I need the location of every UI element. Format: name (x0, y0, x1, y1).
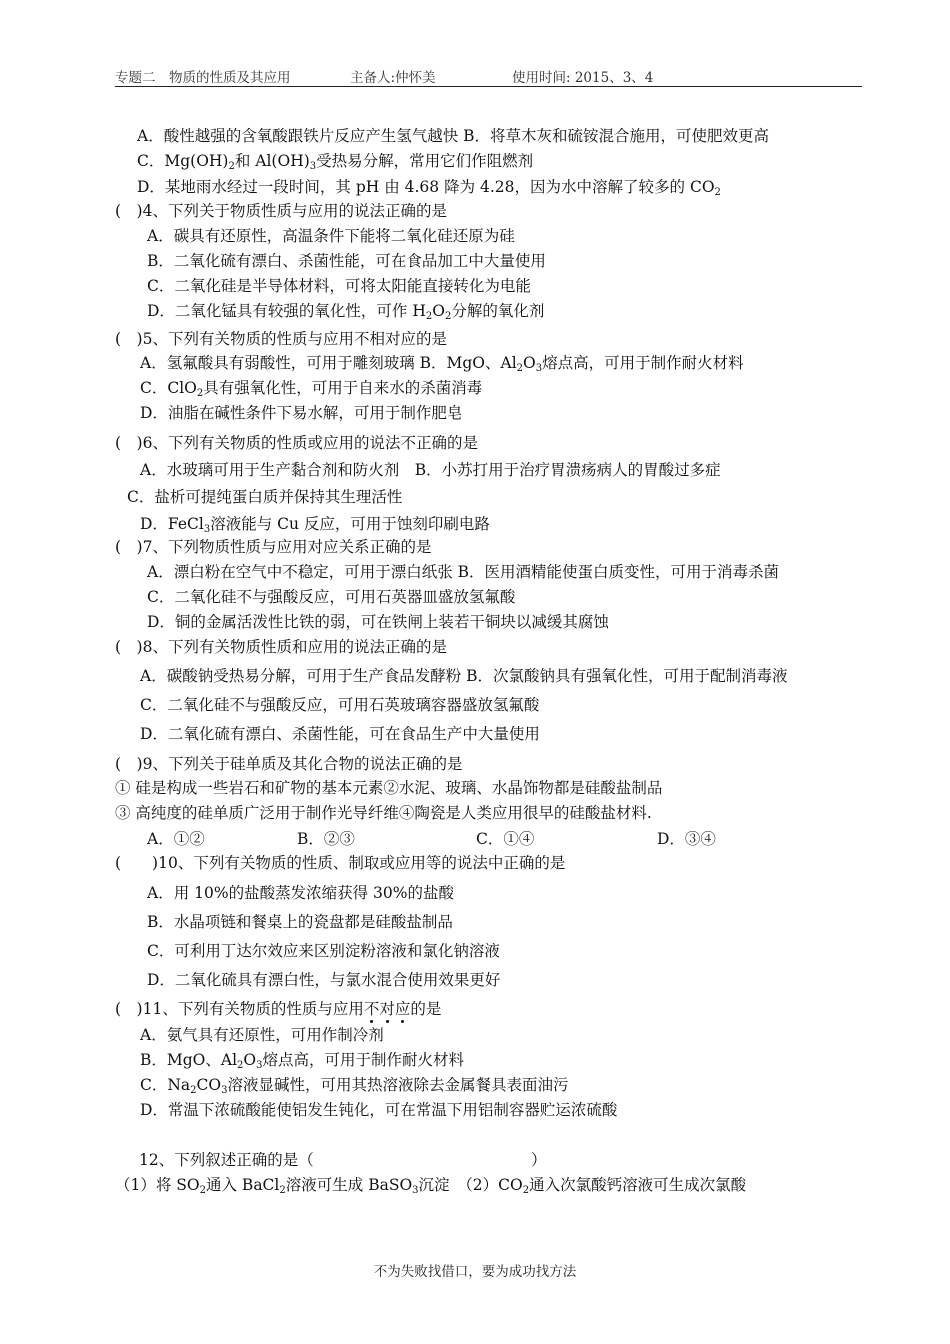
emphasis-dot-char: 对 (379, 1000, 395, 1018)
q9-option-a: A．①② (147, 830, 205, 848)
q7-options-ab: A．漂白粉在空气中不稳定，可用于漂白纸张 B．医用酒精能使蛋白质变性，可用于消毒杀菌 (147, 563, 780, 581)
q10-stem: ( )10、下列有关物质的性质、制取或应用等的说法中正确的是 (115, 854, 566, 872)
q5-option-c: C．ClO$_2$具有强氧化性，可用于自来水的杀菌消毒 (140, 379, 483, 399)
q7-stem: ( )7、下列物质性质与应用对应关系正确的是 (115, 538, 432, 556)
header-date: 使用时间: 2015、3、4 (512, 70, 654, 86)
q10-option-d: D．二氧化硫具有漂白性，与氯水混合使用效果更好 (147, 971, 501, 989)
q9-stem: ( )9、下列关于硅单质及其化合物的说法正确的是 (115, 755, 463, 773)
q5-options-ab: A．氢氟酸具有弱酸性，可用于雕刻玻璃 B．MgO、$Al_2O_3$熔点高，可用于制作耐火材料 (140, 354, 744, 374)
page-footer-motto: 不为失败找借口，要为成功找方法 (373, 1264, 577, 1280)
emphasis-dot-char: 应 (394, 1000, 411, 1018)
q6-option-c: C．盐析可提纯蛋白质并保持其生理活性 (127, 488, 403, 506)
q9-statements-1-2: ① 硅是构成一些岩石和矿物的基本元素②水泥、玻璃、水晶饰物都是硅酸盐制品 (115, 779, 663, 797)
q10-option-b: B．水晶项链和餐桌上的瓷盘都是硅酸盐制品 (147, 913, 453, 931)
q5-stem: ( )5、下列有关物质的性质与应用不相对应的是 (115, 330, 447, 348)
q8-stem: ( )8、下列有关物质性质和应用的说法正确的是 (115, 638, 447, 656)
q7-option-d: D．铜的金属活泼性比铁的弱，可在铁闸上装若干铜块以减缓其腐蚀 (147, 613, 609, 631)
q12-stem: 12、下列叙述正确的是（ (139, 1151, 314, 1169)
q9-option-d: D．③④ (657, 830, 716, 848)
q4-option-a: A．碳具有还原性，高温条件下能将二氧化硅还原为硅 (147, 227, 515, 245)
emphasis-dot-char: 不 (363, 1000, 380, 1018)
q10-option-a: A．用 10%的盐酸蒸发浓缩获得 30%的盐酸 (147, 884, 454, 902)
q8-option-d: D．二氧化硫有漂白、杀菌性能，可在食品生产中大量使用 (140, 725, 540, 743)
q4-option-b: B．二氧化硫有漂白、杀菌性能，可在食品加工中大量使用 (147, 252, 546, 270)
q12-answer-bracket-close: ） (531, 1151, 547, 1169)
q4-option-d: D．二氧化锰具有较强的氧化性，可作 $H_2O_2$分解的氧化剂 (147, 302, 545, 322)
q3-options-ab: A．酸性越强的含氧酸跟铁片反应产生氢气越快 B．将草木灰和硫铵混合施用，可使肥效更高 (137, 127, 770, 145)
q11-stem: ( )11、下列有关物质的性质与应用不对应的是 (115, 1000, 442, 1018)
q9-option-c: C．①④ (476, 830, 535, 848)
header-topic: 专题二 物质的性质及其应用 (115, 70, 291, 86)
q4-option-c: C．二氧化硅是半导体材料，可将太阳能直接转化为电能 (147, 277, 531, 295)
q11-option-a: A．氨气具有还原性，可用作制冷剂 (140, 1026, 384, 1044)
q4-stem: ( )4、下列关于物质性质与应用的说法正确的是 (115, 202, 447, 220)
q6-option-d: D．FeCl$_3$溶液能与 Cu 反应，可用于蚀刻印刷电路 (140, 515, 490, 535)
q6-options-ab: A．水玻璃可用于生产黏合剂和防火剂 B．小苏打用于治疗胃溃疡病人的胃酸过多症 (140, 461, 721, 479)
q11-option-c: C．$Na_2CO_3$溶液显碱性，可用其热溶液除去金属餐具表面油污 (140, 1076, 569, 1096)
q8-options-ab: A．碳酸钠受热易分解，可用于生产食品发酵粉 B．次氯酸钠具有强氧化性，可用于配制消毒液 (140, 667, 788, 685)
q7-option-c: C．二氧化硅不与强酸反应，可用石英器皿盛放氢氟酸 (147, 588, 516, 606)
q11-option-d: D．常温下浓硫酸能使铝发生钝化，可在常温下用铝制容器贮运浓硫酸 (140, 1101, 618, 1119)
q6-stem: ( )6、下列有关物质的性质或应用的说法不正确的是 (115, 434, 478, 452)
q9-option-b: B．②③ (297, 830, 355, 848)
q8-option-c: C．二氧化硅不与强酸反应，可用石英玻璃容器盛放氢氟酸 (140, 696, 540, 714)
q3-option-d: D．某地雨水经过一段时间，其 pH 由 4.68 降为 4.28，因为水中溶解了较多的 $CO_2$ (137, 178, 721, 198)
header-preparer: 主备人:仲怀美 (350, 70, 436, 86)
q12-statements: （1）将 $SO_2$通入 BaCl$_2$溶液可生成 BaSO$_3$沉淀 $(2)CO_2$通入次氯酸钙溶液可生成次氯酸 (115, 1176, 747, 1196)
q11-option-b: B．MgO、$Al_2O_3$熔点高，可用于制作耐火材料 (140, 1051, 465, 1071)
q9-statements-3-4: ③ 高纯度的硅单质广泛用于制作光导纤维④陶瓷是人类应用很早的硅酸盐材料. (115, 804, 652, 822)
q5-option-d: D．油脂在碱性条件下易水解，可用于制作肥皂 (140, 404, 463, 422)
q3-option-c: C．$Mg(OH)_2$和 $Al(OH)_3$受热易分解，常用它们作阻燃剂 (137, 152, 534, 172)
q10-option-c: C．可利用丁达尔效应来区别淀粉溶液和氯化钠溶液 (147, 942, 500, 960)
page-header (115, 66, 862, 87)
